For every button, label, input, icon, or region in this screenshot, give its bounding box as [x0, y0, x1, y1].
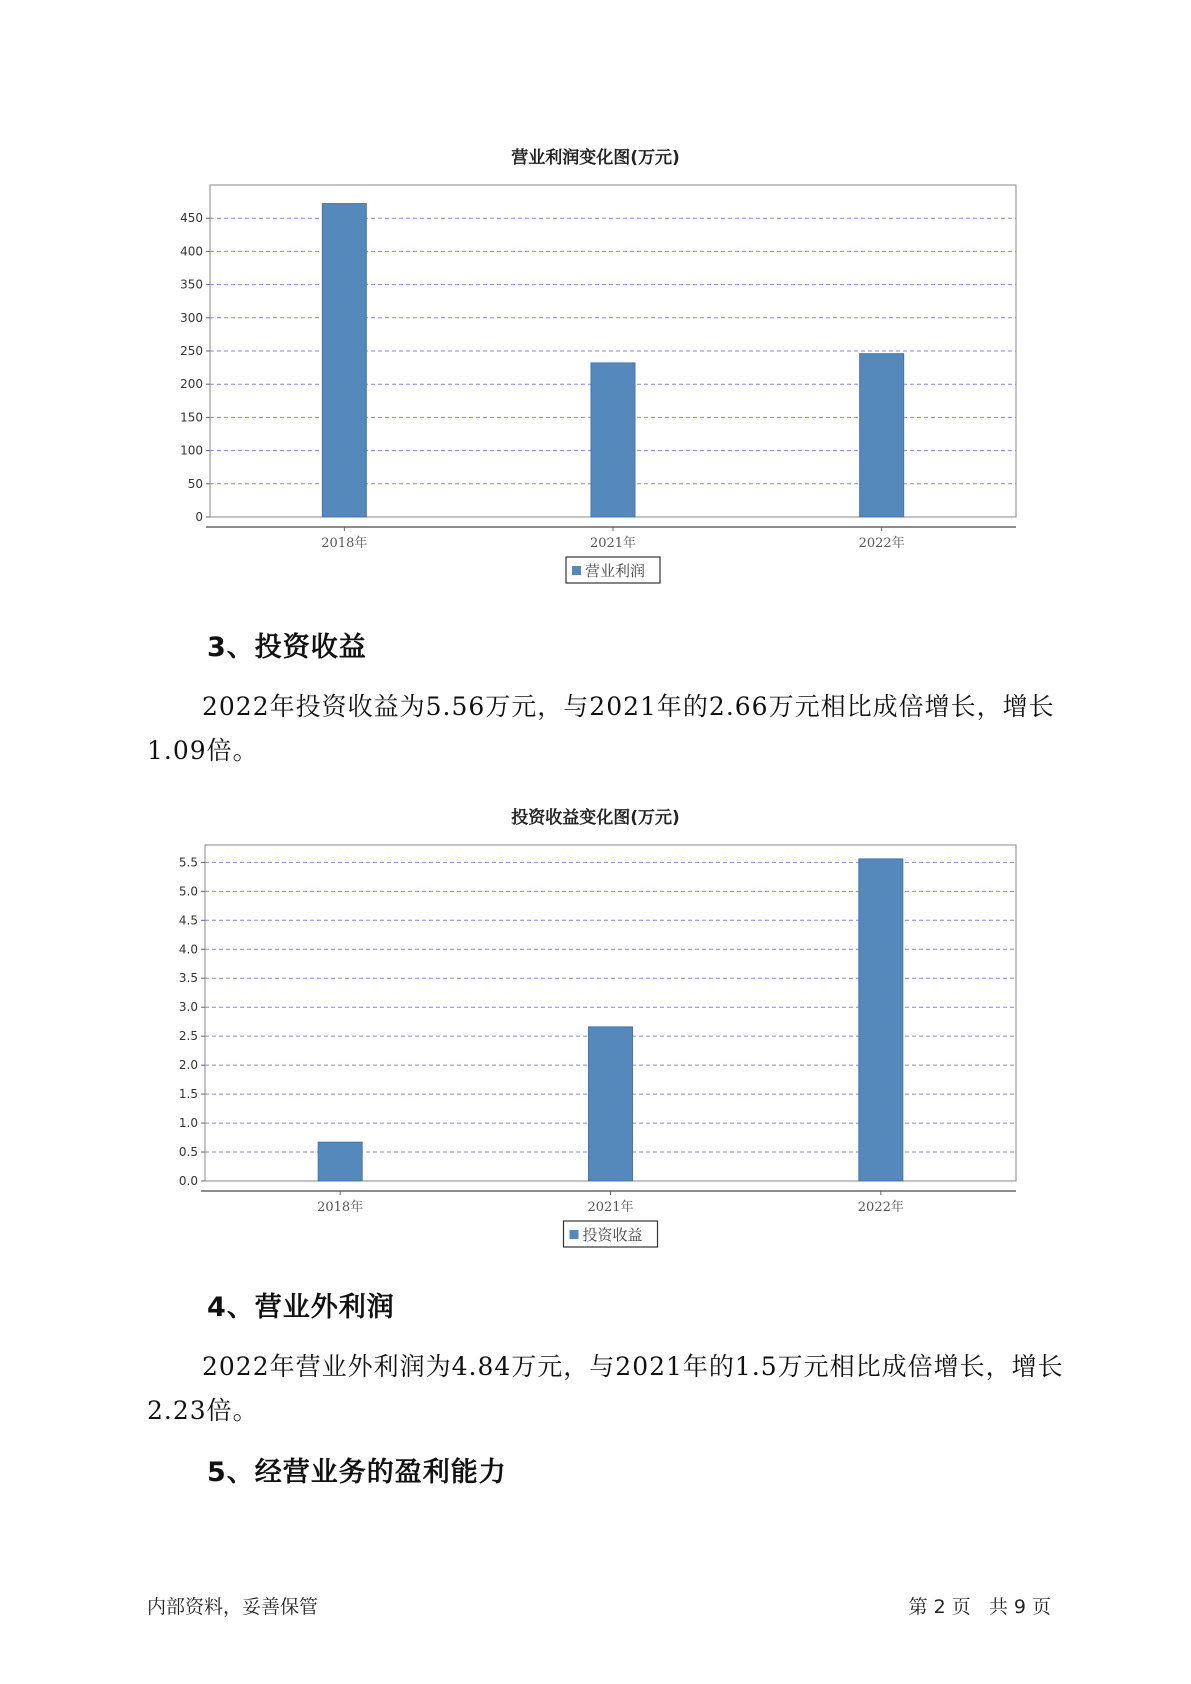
- y-tick-label: 350: [180, 277, 203, 292]
- y-tick-label: 3.0: [178, 1000, 198, 1015]
- section4-heading: 4、营业外利润: [207, 1292, 395, 1323]
- y-tick-label: 400: [180, 244, 203, 259]
- x-tick-label: 2018年: [321, 536, 368, 551]
- chart2-title: 投资收益变化图(万元): [511, 808, 680, 828]
- bar-2022年: [859, 859, 903, 1181]
- x-tick-label: 2018年: [317, 1200, 364, 1215]
- chart1-title: 营业利润变化图(万元): [511, 148, 680, 168]
- legend-label: 投资收益: [582, 1226, 643, 1244]
- section5-heading: 5、经营业务的盈利能力: [207, 1457, 507, 1488]
- bar-2021年: [591, 363, 635, 517]
- y-tick-label: 0: [195, 510, 203, 524]
- section3-heading: 3、投资收益: [207, 632, 367, 663]
- legend-swatch: [572, 566, 581, 575]
- y-tick-label: 5.0: [178, 884, 198, 899]
- y-tick-label: 2.0: [178, 1058, 198, 1073]
- y-tick-label: 5.5: [178, 855, 198, 870]
- x-tick-label: 2022年: [857, 1200, 904, 1215]
- footer-page-number: 第 2 页 共 9 页: [908, 1596, 1051, 1618]
- x-tick-label: 2021年: [587, 1200, 634, 1215]
- y-tick-label: 150: [180, 410, 203, 425]
- bar-2018年: [318, 1142, 362, 1181]
- legend-swatch: [570, 1230, 579, 1239]
- footer-confidential-note: 内部资料，妥善保管: [147, 1596, 319, 1618]
- y-tick-label: 3.5: [178, 971, 198, 986]
- section4-paragraph: 2022年营业外利润为4.84万元，与2021年的1.5万元相比成倍增长，增长2.23倍。: [147, 1352, 1064, 1425]
- y-tick-label: 250: [180, 344, 203, 358]
- y-tick-label: 300: [180, 310, 203, 325]
- x-tick-label: 2022年: [858, 536, 905, 551]
- section3-paragraph: 2022年投资收益为5.56万元，与2021年的2.66万元相比成倍增长，增长1.09倍。: [147, 692, 1055, 765]
- y-tick-label: 0.5: [178, 1145, 198, 1160]
- y-tick-label: 50: [187, 476, 203, 491]
- investment-income-chart: [0, 830, 1191, 1250]
- x-tick-label: 2021年: [589, 536, 637, 551]
- bar-2021年: [589, 1027, 633, 1181]
- y-tick-label: 2.5: [178, 1029, 198, 1044]
- y-tick-label: 0.0: [178, 1174, 198, 1188]
- legend-label: 营业利润: [585, 562, 646, 580]
- bar-2022年: [860, 354, 904, 517]
- y-tick-label: 1.0: [178, 1116, 198, 1131]
- operating-profit-chart: [0, 170, 1191, 590]
- bar-2018年: [322, 204, 366, 517]
- y-tick-label: 1.5: [178, 1087, 198, 1102]
- y-tick-label: 4.0: [178, 942, 198, 957]
- y-tick-label: 100: [180, 443, 203, 458]
- y-tick-label: 4.5: [178, 913, 198, 928]
- y-tick-label: 450: [180, 211, 203, 226]
- y-tick-label: 200: [180, 377, 203, 392]
